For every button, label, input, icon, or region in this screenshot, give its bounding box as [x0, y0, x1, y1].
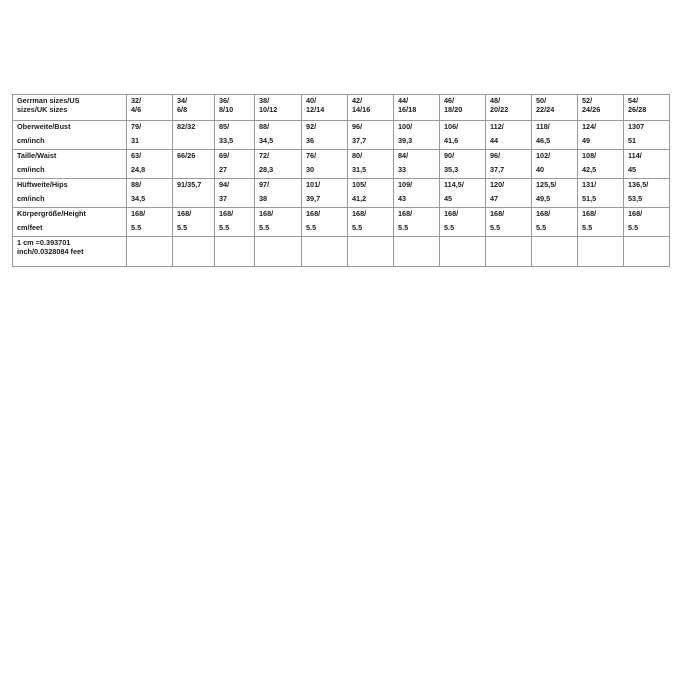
table-cell-line1: 79/ — [131, 122, 142, 131]
table-cell — [255, 121, 302, 150]
table-cell-line1: 63/ — [131, 151, 142, 160]
table-row — [13, 121, 671, 150]
conversion-note-line1: 1 cm =0.393701 — [17, 238, 71, 247]
size-header-7 — [440, 95, 486, 121]
table-cell-line2: 41,6 — [444, 136, 459, 145]
table-cell-line2: 38 — [259, 194, 268, 203]
table-cell — [255, 208, 302, 237]
table-cell — [532, 121, 578, 150]
table-cell-line1: 124/ — [582, 122, 597, 131]
table-cell-line1: 1307 — [628, 122, 645, 131]
table-cell — [532, 179, 578, 208]
table-cell — [302, 150, 348, 179]
table-cell-line2: 43 — [398, 194, 407, 203]
table-cell-line2: 5.5 — [306, 223, 317, 232]
row-label-line1: Hüftweite/Hips — [17, 180, 68, 189]
table-cell-line2: 46,5 — [536, 136, 551, 145]
table-cell — [302, 208, 348, 237]
row-label — [13, 208, 127, 237]
empty-cell — [486, 237, 532, 267]
table-cell-line2: 28,3 — [259, 165, 274, 174]
table-cell-line2: 5.5 — [259, 223, 270, 232]
table-cell-line1: 118/ — [536, 122, 550, 131]
table-cell-line1: 136,5/ — [628, 180, 649, 189]
table-cell-line2: 27 — [219, 165, 228, 174]
table-cell-line1: 114/ — [628, 151, 642, 160]
table-cell-line2: 5.5 — [582, 223, 593, 232]
empty-cell — [532, 237, 578, 267]
size-header-9-line1: 50/ — [536, 96, 547, 105]
size-header-5-line2: 14/16 — [352, 105, 371, 114]
size-header-11-line2: 26/28 — [628, 105, 647, 114]
empty-cell — [440, 237, 486, 267]
table-cell-line2: 31,5 — [352, 165, 367, 174]
empty-cell — [173, 237, 215, 267]
size-header-11-line1: 54/ — [628, 96, 639, 105]
table-cell-line1: 69/ — [219, 151, 230, 160]
table-cell — [348, 121, 394, 150]
table-cell-line2: 31 — [131, 136, 140, 145]
table-cell — [624, 150, 670, 179]
table-cell-line1: 168/ — [131, 209, 146, 218]
table-cell-line1: 76/ — [306, 151, 317, 160]
size-header-8 — [486, 95, 532, 121]
table-cell — [173, 150, 215, 179]
row-label — [13, 150, 127, 179]
table-cell-line2: 33 — [398, 165, 407, 174]
table-cell-line2: 47 — [490, 194, 499, 203]
table-cell-line1: 168/ — [582, 209, 597, 218]
size-header-1 — [173, 95, 215, 121]
table-cell — [215, 121, 255, 150]
table-cell — [394, 208, 440, 237]
table-cell-line2: 5.5 — [536, 223, 547, 232]
table-cell-line1: 168/ — [444, 209, 459, 218]
row-label-line2: cm/feet — [17, 223, 43, 232]
table-cell — [394, 179, 440, 208]
table-cell-line2: 37,7 — [490, 165, 505, 174]
table-cell-line2: 30 — [306, 165, 315, 174]
header-row — [13, 95, 671, 121]
empty-cell — [578, 237, 624, 267]
row-label-line1: Körpergröße/Height — [17, 209, 86, 218]
table-cell — [255, 179, 302, 208]
table-cell — [486, 179, 532, 208]
table-cell-line2: 33,5 — [219, 136, 234, 145]
conversion-note — [13, 237, 127, 267]
table-cell — [624, 208, 670, 237]
table-cell-line1: 168/ — [219, 209, 234, 218]
table-cell-line2: 42,5 — [582, 165, 597, 174]
table-cell-line2: 5.5 — [628, 223, 639, 232]
table-cell-line1: 66/26 — [177, 151, 196, 160]
size-header-2 — [215, 95, 255, 121]
table-cell-line1: 97/ — [259, 180, 270, 189]
empty-cell — [302, 237, 348, 267]
table-cell — [215, 179, 255, 208]
table-cell-line1: 168/ — [352, 209, 367, 218]
table-cell — [440, 179, 486, 208]
table-cell-line2: 5.5 — [490, 223, 501, 232]
table-cell-line1: 109/ — [398, 180, 413, 189]
table-row — [13, 179, 671, 208]
size-header-3-line1: 38/ — [259, 96, 270, 105]
table-cell-line1: 105/ — [352, 180, 367, 189]
size-header-6 — [394, 95, 440, 121]
table-cell-line2: 5.5 — [131, 223, 142, 232]
table-cell-line2: 41,2 — [352, 194, 367, 203]
table-cell-line1: 168/ — [177, 209, 192, 218]
table-cell — [173, 121, 215, 150]
table-cell-line1: 94/ — [219, 180, 230, 189]
table-cell-line1: 168/ — [306, 209, 321, 218]
table-edge — [670, 150, 671, 179]
table-cell — [348, 150, 394, 179]
table-cell-line1: 72/ — [259, 151, 270, 160]
table-cell-line1: 168/ — [398, 209, 413, 218]
size-header-5 — [348, 95, 394, 121]
table-cell-line1: 96/ — [490, 151, 501, 160]
table-cell-line2: 5.5 — [444, 223, 455, 232]
row-label — [13, 179, 127, 208]
size-header-4-line2: 12/14 — [306, 105, 325, 114]
table-cell — [578, 208, 624, 237]
table-cell-line1: 101/ — [306, 180, 321, 189]
empty-cell — [348, 237, 394, 267]
table-cell-line2: 51,5 — [582, 194, 597, 203]
table-cell-line2: 37 — [219, 194, 228, 203]
table-cell — [394, 150, 440, 179]
table-cell-line1: 112/ — [490, 122, 504, 131]
table-cell — [394, 121, 440, 150]
table-cell — [127, 208, 173, 237]
table-edge — [670, 237, 671, 267]
table-cell-line1: 92/ — [306, 122, 317, 131]
table-cell-line2: 5.5 — [398, 223, 409, 232]
table-cell — [302, 179, 348, 208]
header-label-line2: sizes/UK sizes — [17, 105, 68, 114]
row-label-line1: Taille/Waist — [17, 151, 57, 160]
table-cell — [215, 208, 255, 237]
table-cell-line2: 49 — [582, 136, 591, 145]
size-header-0-line1: 32/ — [131, 96, 142, 105]
table-cell — [127, 150, 173, 179]
empty-cell — [624, 237, 670, 267]
size-header-4 — [302, 95, 348, 121]
table-cell-line1: 90/ — [444, 151, 455, 160]
size-header-10-line2: 24/26 — [582, 105, 601, 114]
table-cell-line1: 114,5/ — [444, 180, 464, 189]
table-cell — [302, 121, 348, 150]
conversion-row — [13, 237, 671, 267]
size-header-1-line2: 6/8 — [177, 105, 188, 114]
empty-cell — [394, 237, 440, 267]
table-cell-line2: 5.5 — [352, 223, 363, 232]
table-cell-line2: 5.5 — [219, 223, 230, 232]
size-header-5-line1: 42/ — [352, 96, 363, 105]
size-header-9-line2: 22/24 — [536, 105, 555, 114]
table-cell-line1: 168/ — [259, 209, 274, 218]
table-cell-line2: 40 — [536, 165, 545, 174]
table-cell-line1: 91/35,7 — [177, 180, 202, 189]
row-label-line1: Oberweite/Bust — [17, 122, 71, 131]
table-cell — [173, 208, 215, 237]
empty-cell — [215, 237, 255, 267]
table-row — [13, 150, 671, 179]
table-cell — [348, 208, 394, 237]
table-cell-line2: 45 — [628, 165, 637, 174]
size-header-7-line1: 46/ — [444, 96, 455, 105]
size-header-8-line2: 20/22 — [490, 105, 509, 114]
table-cell-line2: 37,7 — [352, 136, 367, 145]
table-cell-line1: 80/ — [352, 151, 363, 160]
table-edge — [670, 179, 671, 208]
size-header-8-line1: 48/ — [490, 96, 501, 105]
table-cell — [440, 121, 486, 150]
table-cell-line1: 108/ — [582, 151, 597, 160]
size-header-10 — [578, 95, 624, 121]
size-chart-body — [13, 95, 671, 267]
table-cell — [255, 150, 302, 179]
table-edge — [670, 95, 671, 121]
table-cell — [578, 121, 624, 150]
table-cell — [127, 179, 173, 208]
empty-cell — [255, 237, 302, 267]
table-cell-line1: 120/ — [490, 180, 505, 189]
row-label-line2: cm/inch — [17, 165, 45, 174]
size-header-11 — [624, 95, 670, 121]
table-edge — [670, 121, 671, 150]
table-row — [13, 208, 671, 237]
table-cell — [127, 121, 173, 150]
table-cell-line1: 96/ — [352, 122, 363, 131]
table-cell — [486, 150, 532, 179]
table-cell-line1: 88/ — [131, 180, 142, 189]
size-header-2-line1: 36/ — [219, 96, 230, 105]
table-cell — [486, 208, 532, 237]
table-cell-line2: 34,5 — [131, 194, 146, 203]
table-cell-line1: 84/ — [398, 151, 409, 160]
size-header-4-line1: 40/ — [306, 96, 317, 105]
table-cell-line2: 44 — [490, 136, 499, 145]
header-label — [13, 95, 127, 121]
table-cell — [215, 150, 255, 179]
table-cell — [440, 150, 486, 179]
table-cell-line1: 100/ — [398, 122, 413, 131]
empty-cell — [127, 237, 173, 267]
table-cell — [532, 208, 578, 237]
table-cell-line2: 39,3 — [398, 136, 413, 145]
table-cell-line2: 35,3 — [444, 165, 459, 174]
table-cell-line2: 36 — [306, 136, 315, 145]
table-cell — [578, 150, 624, 179]
table-cell-line1: 168/ — [628, 209, 643, 218]
header-label-line1: Gerrman sizes/US — [17, 96, 80, 105]
table-cell-line1: 131/ — [582, 180, 597, 189]
table-cell — [578, 179, 624, 208]
table-cell — [624, 179, 670, 208]
table-cell — [486, 121, 532, 150]
table-cell-line2: 45 — [444, 194, 453, 203]
table-cell — [348, 179, 394, 208]
row-label-line2: cm/inch — [17, 136, 45, 145]
table-cell-line1: 82/32 — [177, 122, 196, 131]
size-header-0 — [127, 95, 173, 121]
size-header-6-line2: 16/18 — [398, 105, 417, 114]
table-cell-line1: 168/ — [536, 209, 551, 218]
conversion-note-line2: inch/0.0328084 feet — [17, 247, 84, 256]
row-label — [13, 121, 127, 150]
table-cell — [440, 208, 486, 237]
size-header-1-line1: 34/ — [177, 96, 188, 105]
table-cell-line2: 53,5 — [628, 194, 643, 203]
table-edge — [670, 208, 671, 237]
row-label-line2: cm/inch — [17, 194, 45, 203]
size-header-3-line2: 10/12 — [259, 105, 278, 114]
table-cell-line2: 5.5 — [177, 223, 188, 232]
size-header-9 — [532, 95, 578, 121]
table-cell-line1: 85/ — [219, 122, 230, 131]
table-cell-line1: 88/ — [259, 122, 270, 131]
table-cell-line2: 51 — [628, 136, 637, 145]
table-cell — [532, 150, 578, 179]
table-cell-line2: 24,8 — [131, 165, 146, 174]
table-cell-line2: 49,5 — [536, 194, 551, 203]
table-cell — [173, 179, 215, 208]
size-header-0-line2: 4/6 — [131, 105, 142, 114]
size-chart-table — [12, 94, 671, 267]
size-header-7-line2: 18/20 — [444, 105, 463, 114]
size-header-6-line1: 44/ — [398, 96, 409, 105]
table-cell-line2: 39,7 — [306, 194, 321, 203]
size-header-2-line2: 8/10 — [219, 105, 234, 114]
table-cell-line1: 168/ — [490, 209, 505, 218]
size-header-3 — [255, 95, 302, 121]
table-cell-line1: 102/ — [536, 151, 551, 160]
table-cell-line2: 34,5 — [259, 136, 274, 145]
table-cell-line1: 125,5/ — [536, 180, 557, 189]
table-cell-line1: 106/ — [444, 122, 459, 131]
table-cell — [624, 121, 670, 150]
size-header-10-line1: 52/ — [582, 96, 593, 105]
